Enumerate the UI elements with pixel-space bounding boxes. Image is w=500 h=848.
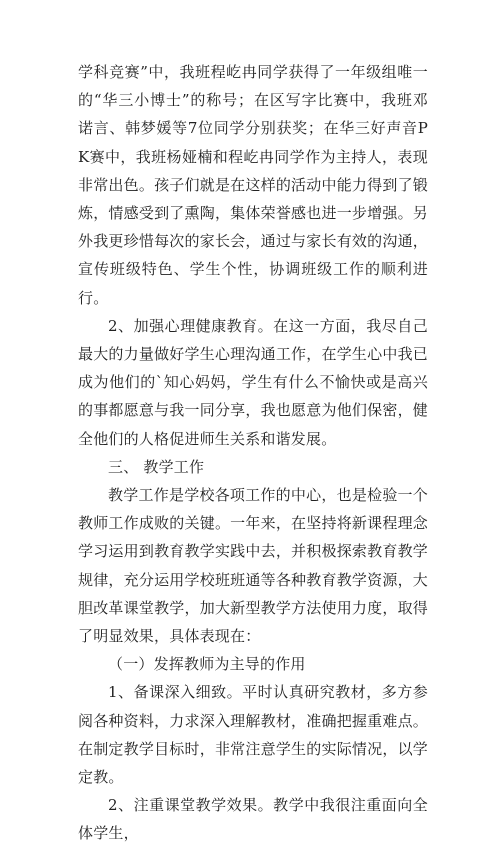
paragraph-lesson-prep: 1、备课深入细致。平时认真研究教材，多方参阅各种资料，力求深入理解教材，准确把握重难点。在制定教学目标时，非常注意学生的实际情况，以学定教。 <box>78 683 428 787</box>
paragraph-teaching-intro: 教学工作是学校各项工作的中心，也是检验一个教师工作成败的关键。一年来，在坚持将新课程理念学习运用到教育教学实践中去，并积极探索教育教学规律，充分运用学校班班通等各种教育教学资源，大胆改革课堂教学，加大新型教学方法使用力度，取得了明显效果，具体表现在： <box>78 486 428 646</box>
section-heading-teaching: 三、 教学工作 <box>108 457 205 476</box>
paragraph-psychology: 2、加强心理健康教育。在这一方面，我尽自己最大的力量做好学生心理沟通工作，在学生心中我已成为他们的`知心妈妈，学生有什么不愉快或是高兴的事都愿意与我一同分享，我也愿意为他们保密，健全他们的人格促进师生关系和谐发展。 <box>78 316 428 448</box>
paragraph-classroom-effect: 2、注重课堂教学效果。教学中我很注重面向全体学生， <box>78 796 428 843</box>
paragraph-continuation: 学科竞赛”中，我班程屹冉同学获得了一年级组唯一的“华三小博士”的称号；在区写字比赛中，我班邓诺言、韩梦媛等7位同学分别获奖；在华三好声音PK赛中，我班杨娅楠和程屹冉同学作为主持人，表现非常出色。孩子们就是在这样的活动中能力得到了锻炼，情感受到了熏陶，集体荣誉感也进一步增强。另外我更珍惜每次的家长会，通过与家长有效的沟通，宣传班级特色、学生个性，协调班级工作的顺利进行。 <box>78 63 428 307</box>
subsection-heading-teacher-role: （一）发挥教师为主导的作用 <box>108 655 306 674</box>
